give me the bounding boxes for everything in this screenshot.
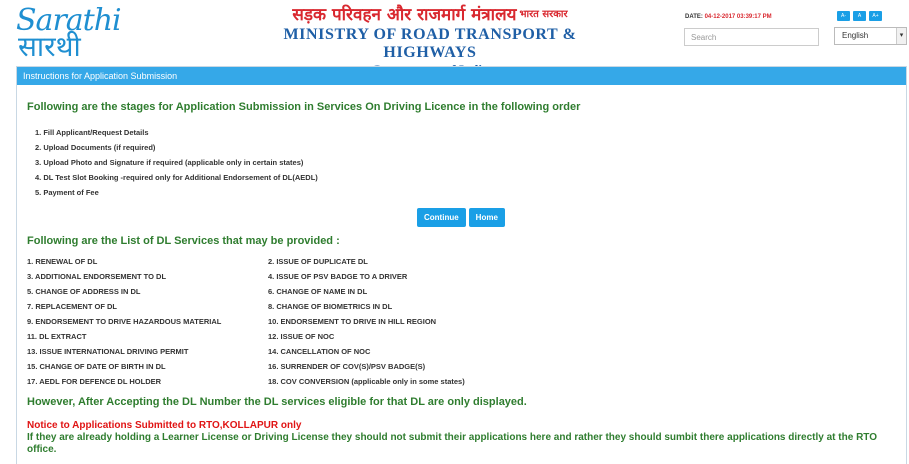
font-normal-button[interactable]: A xyxy=(853,11,866,21)
notice-text: If they are already holding a Learner License or Driving License they should not submit their applications here and rather they should sumbit there applications directly at the RTO office. xyxy=(27,432,877,455)
stages-list xyxy=(35,125,318,200)
search-input[interactable] xyxy=(684,28,819,46)
ministry-name-hi: सड़क परिवहन और राजमार्ग मंत्रालय xyxy=(292,5,517,25)
stage-item: 2. Upload Documents (if required) xyxy=(35,143,156,152)
stage-item: 5. Payment of Fee xyxy=(35,188,99,197)
continue-button[interactable]: Continue xyxy=(417,208,466,227)
service-item: 14. CANCELLATION OF NOC xyxy=(268,347,371,356)
service-item: 7. REPLACEMENT OF DL xyxy=(27,302,118,311)
service-item: 5. CHANGE OF ADDRESS IN DL xyxy=(27,287,141,296)
service-item: 4. ISSUE OF PSV BADGE TO A DRIVER xyxy=(268,272,408,281)
logo-text-hi: सारथी xyxy=(18,30,81,63)
service-item: 17. AEDL FOR DEFENCE DL HOLDER xyxy=(27,377,162,386)
rto-notice xyxy=(27,419,902,456)
notice-title: Notice to Applications Submitted to RTO,KOLLAPUR only xyxy=(27,420,302,431)
services-note: However, After Accepting the DL Number the DL services eligible for that DL are only displayed. xyxy=(27,396,527,408)
site-header xyxy=(0,0,909,64)
service-item: 13. ISSUE INTERNATIONAL DRIVING PERMIT xyxy=(27,347,189,356)
service-item: 12. ISSUE OF NOC xyxy=(268,332,335,341)
language-select[interactable] xyxy=(834,27,907,45)
service-item: 3. ADDITIONAL ENDORSEMENT TO DL xyxy=(27,272,167,281)
date-display xyxy=(685,14,772,20)
stage-item: 3. Upload Photo and Signature if required (applicable only in certain states) xyxy=(35,158,304,167)
ministry-tag-hi: भारत सरकार xyxy=(519,9,568,20)
home-button[interactable]: Home xyxy=(469,208,505,227)
action-buttons xyxy=(417,208,505,227)
service-item: 9. ENDORSEMENT TO DRIVE HAZARDOUS MATERIAL xyxy=(27,317,222,326)
service-item: 15. CHANGE OF DATE OF BIRTH IN DL xyxy=(27,362,166,371)
date-value: 04-12-2017 03:39:17 PM xyxy=(704,14,772,20)
ministry-title-en: MINISTRY OF ROAD TRANSPORT & HIGHWAYS xyxy=(283,26,577,61)
date-label: DATE: xyxy=(685,14,703,20)
service-item: 16. SURRENDER OF COV(S)/PSV BADGE(S) xyxy=(268,362,426,371)
sarathi-logo[interactable] xyxy=(16,3,121,63)
logo-text-en: Sarathi xyxy=(16,3,121,38)
chevron-down-icon: ▾ xyxy=(896,28,906,44)
font-size-controls xyxy=(837,11,882,21)
panel-heading: Instructions for Application Submission xyxy=(17,67,906,85)
font-decrease-button[interactable]: A- xyxy=(837,11,850,21)
stages-title: Following are the stages for Application Submission in Services On Driving Licence in the following order xyxy=(27,101,581,113)
service-item: 6. CHANGE OF NAME IN DL xyxy=(268,287,368,296)
service-item: 1. RENEWAL OF DL xyxy=(27,257,98,266)
instructions-panel xyxy=(16,66,907,464)
service-item: 8. CHANGE OF BIOMETRICS IN DL xyxy=(268,302,393,311)
services-list-title: Following are the List of DL Services that may be provided : xyxy=(27,235,340,247)
service-item: 2. ISSUE OF DUPLICATE DL xyxy=(268,257,368,266)
stage-item: 4. DL Test Slot Booking -required only for Additional Endorsement of DL(AEDL) xyxy=(35,173,318,182)
language-selected: English xyxy=(842,31,869,40)
service-item: 11. DL EXTRACT xyxy=(27,332,87,341)
font-increase-button[interactable]: A+ xyxy=(869,11,882,21)
stage-item: 1. Fill Applicant/Request Details xyxy=(35,128,149,137)
ministry-title-hi xyxy=(240,4,620,26)
service-item: 18. COV CONVERSION (applicable only in some states) xyxy=(268,377,465,386)
service-item: 10. ENDORSEMENT TO DRIVE IN HILL REGION xyxy=(268,317,437,326)
